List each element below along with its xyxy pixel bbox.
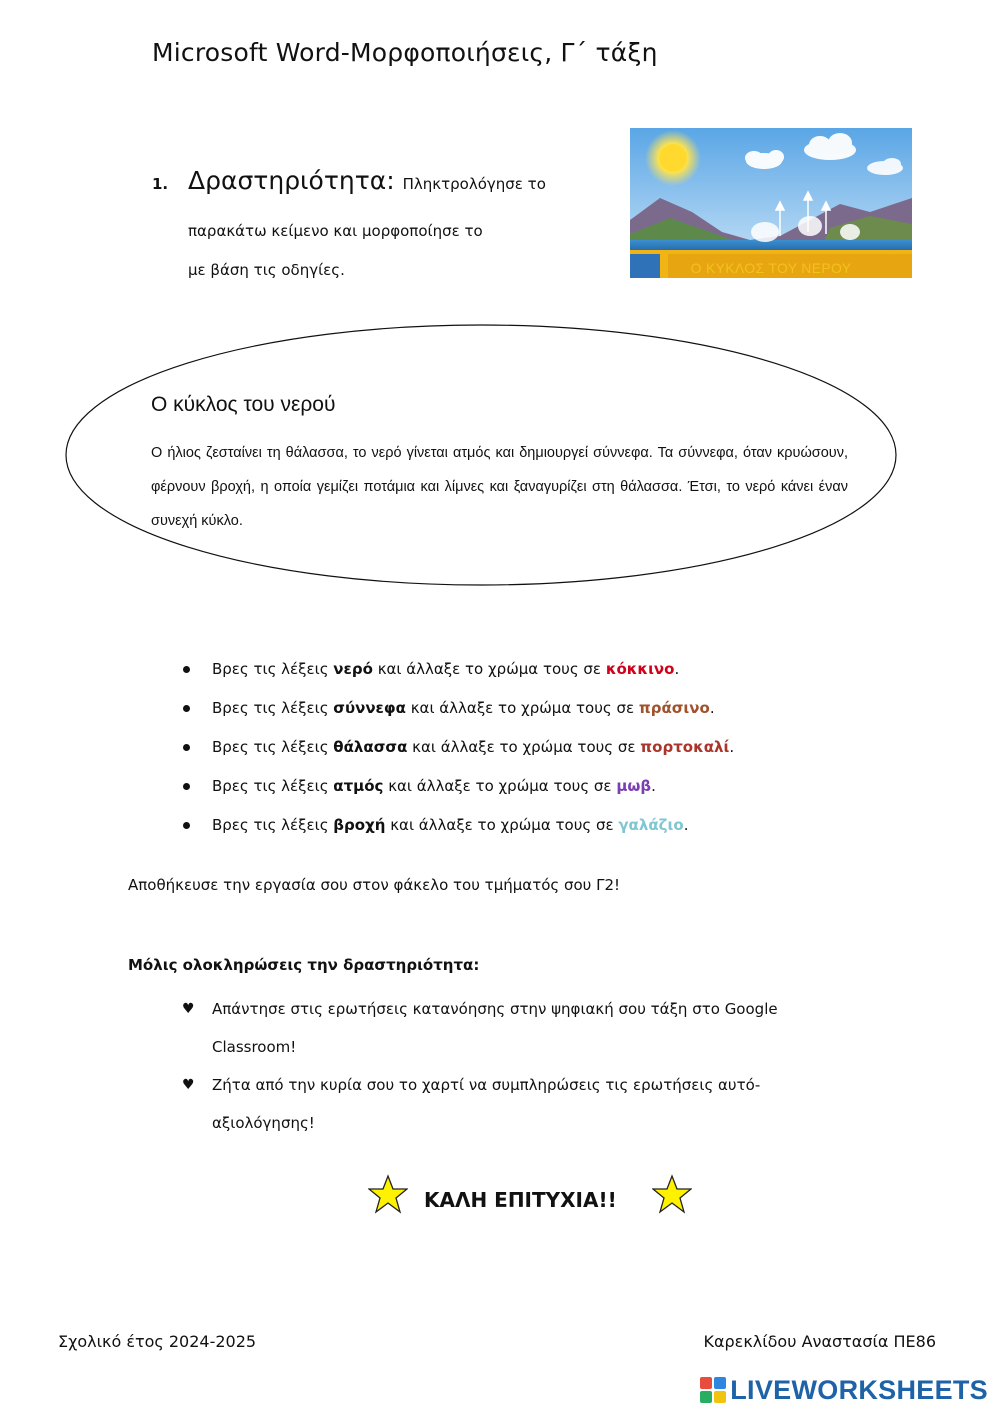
instruction-suffix: . <box>651 777 656 795</box>
instruction-suffix: . <box>729 738 735 756</box>
activity-intro-line-1: παρακάτω κείμενο και μορφοποίησε το <box>188 222 483 240</box>
passage-text: Ο ήλιος ζεσταίνει τη θάλασσα, το νερό γίνεται ατμός και δημιουργεί σύννεφα. Τα σύννεφα, όταν κρυώσουν, φέρνουν βροχή, η οποία γεμίζει ποτάμια και λίμνες και ξαναγυρίζει στη θάλασσα. Έτσι, το νερό κάνει έναν συνεχή κύκλο. <box>151 445 848 529</box>
target-word: θάλασσα <box>333 738 408 756</box>
image-caption: Ο ΚΥΚΛΟΣ ΤΟΥ ΝΕΡΟΥ <box>690 260 852 276</box>
instruction-list <box>180 654 880 849</box>
instruction-middle: και άλλαξε το χρώμα τους σε <box>412 738 636 756</box>
list-item <box>180 810 880 849</box>
after-heading: Μόλις ολοκληρώσεις την δραστηριότητα: <box>128 956 480 974</box>
instruction-prefix: Βρες τις λέξεις <box>212 738 329 756</box>
list-item <box>180 732 880 771</box>
activity-intro-first: Πληκτρολόγησε το <box>402 175 546 193</box>
passage-title: Ο κύκλος του νερού <box>151 393 336 416</box>
after-item-text: Απάντησε στις ερωτήσεις κατανόησης στην ψηφιακή σου τάξη στο Google Classroom! <box>212 1000 778 1056</box>
target-word: σύννεφα <box>333 699 406 717</box>
bullet-icon <box>183 783 190 790</box>
heart-icon: ♥ <box>182 1077 195 1093</box>
after-item-text: Ζήτα από την κυρία σου το χαρτί να συμπληρώσεις τις ερωτήσεις αυτό-αξιολόγησης! <box>212 1076 761 1132</box>
bullet-icon <box>183 744 190 751</box>
water-cycle-illustration <box>630 128 912 278</box>
activity-heading: Δραστηριότητα: <box>188 166 395 195</box>
list-item <box>180 990 840 1066</box>
target-color-name: μωβ <box>616 777 652 795</box>
target-word: ατμός <box>333 777 384 795</box>
bullet-icon <box>183 822 190 829</box>
liveworksheets-logo-icon <box>700 1377 726 1403</box>
instruction-suffix: . <box>683 816 689 834</box>
good-luck-banner <box>368 1174 698 1224</box>
after-list <box>180 990 840 1142</box>
instruction-suffix: . <box>674 660 680 678</box>
target-word: νερό <box>333 660 373 678</box>
target-color-name: πράσινο <box>638 699 710 717</box>
instruction-prefix: Βρες τις λέξεις <box>212 777 329 795</box>
list-item <box>180 693 880 732</box>
target-color-name: γαλάζιο <box>618 816 684 834</box>
brand-name: LIVEWORKSHEETS <box>730 1374 988 1405</box>
star-icon <box>652 1174 692 1214</box>
instruction-middle: και άλλαξε το χρώμα τους σε <box>410 699 635 717</box>
list-item <box>180 771 880 810</box>
heart-icon: ♥ <box>182 1001 195 1017</box>
good-luck-text: ΚΑΛΗ ΕΠΙΤΥΧΙΑ!! <box>424 1188 617 1212</box>
instruction-middle: και άλλαξε το χρώμα τους σε <box>388 777 612 795</box>
bullet-icon <box>183 666 190 673</box>
instruction-prefix: Βρες τις λέξεις <box>212 660 329 678</box>
target-word: βροχή <box>333 816 386 834</box>
bullet-icon <box>183 705 190 712</box>
instruction-middle: και άλλαξε το χρώμα τους σε <box>390 816 614 834</box>
target-color-name: κόκκινο <box>605 660 675 678</box>
instruction-prefix: Βρες τις λέξεις <box>212 816 329 834</box>
save-instruction: Αποθήκευσε την εργασία σου στον φάκελο του τμήματός σου Γ2! <box>128 876 621 894</box>
document-title: Microsoft Word-Μορφοποιήσεις, Γ΄ τάξη <box>152 38 658 67</box>
list-item <box>180 1066 840 1142</box>
star-icon <box>368 1174 408 1214</box>
instruction-middle: και άλλαξε το χρώμα τους σε <box>377 660 602 678</box>
instruction-prefix: Βρες τις λέξεις <box>212 699 329 717</box>
school-year: Σχολικό έτος 2024-2025 <box>58 1332 257 1351</box>
author: Καρεκλίδου Αναστασία ΠΕ86 <box>703 1332 936 1351</box>
instruction-suffix: . <box>709 699 715 717</box>
activity-heading-line <box>188 166 546 195</box>
liveworksheets-brand[interactable] <box>700 1374 988 1406</box>
activity-number: 1. <box>152 175 169 193</box>
target-color-name: πορτοκαλί <box>640 738 730 756</box>
list-item <box>180 654 880 693</box>
water-cycle-image <box>630 128 912 278</box>
activity-intro-line-2: με βάση τις οδηγίες. <box>188 261 345 279</box>
